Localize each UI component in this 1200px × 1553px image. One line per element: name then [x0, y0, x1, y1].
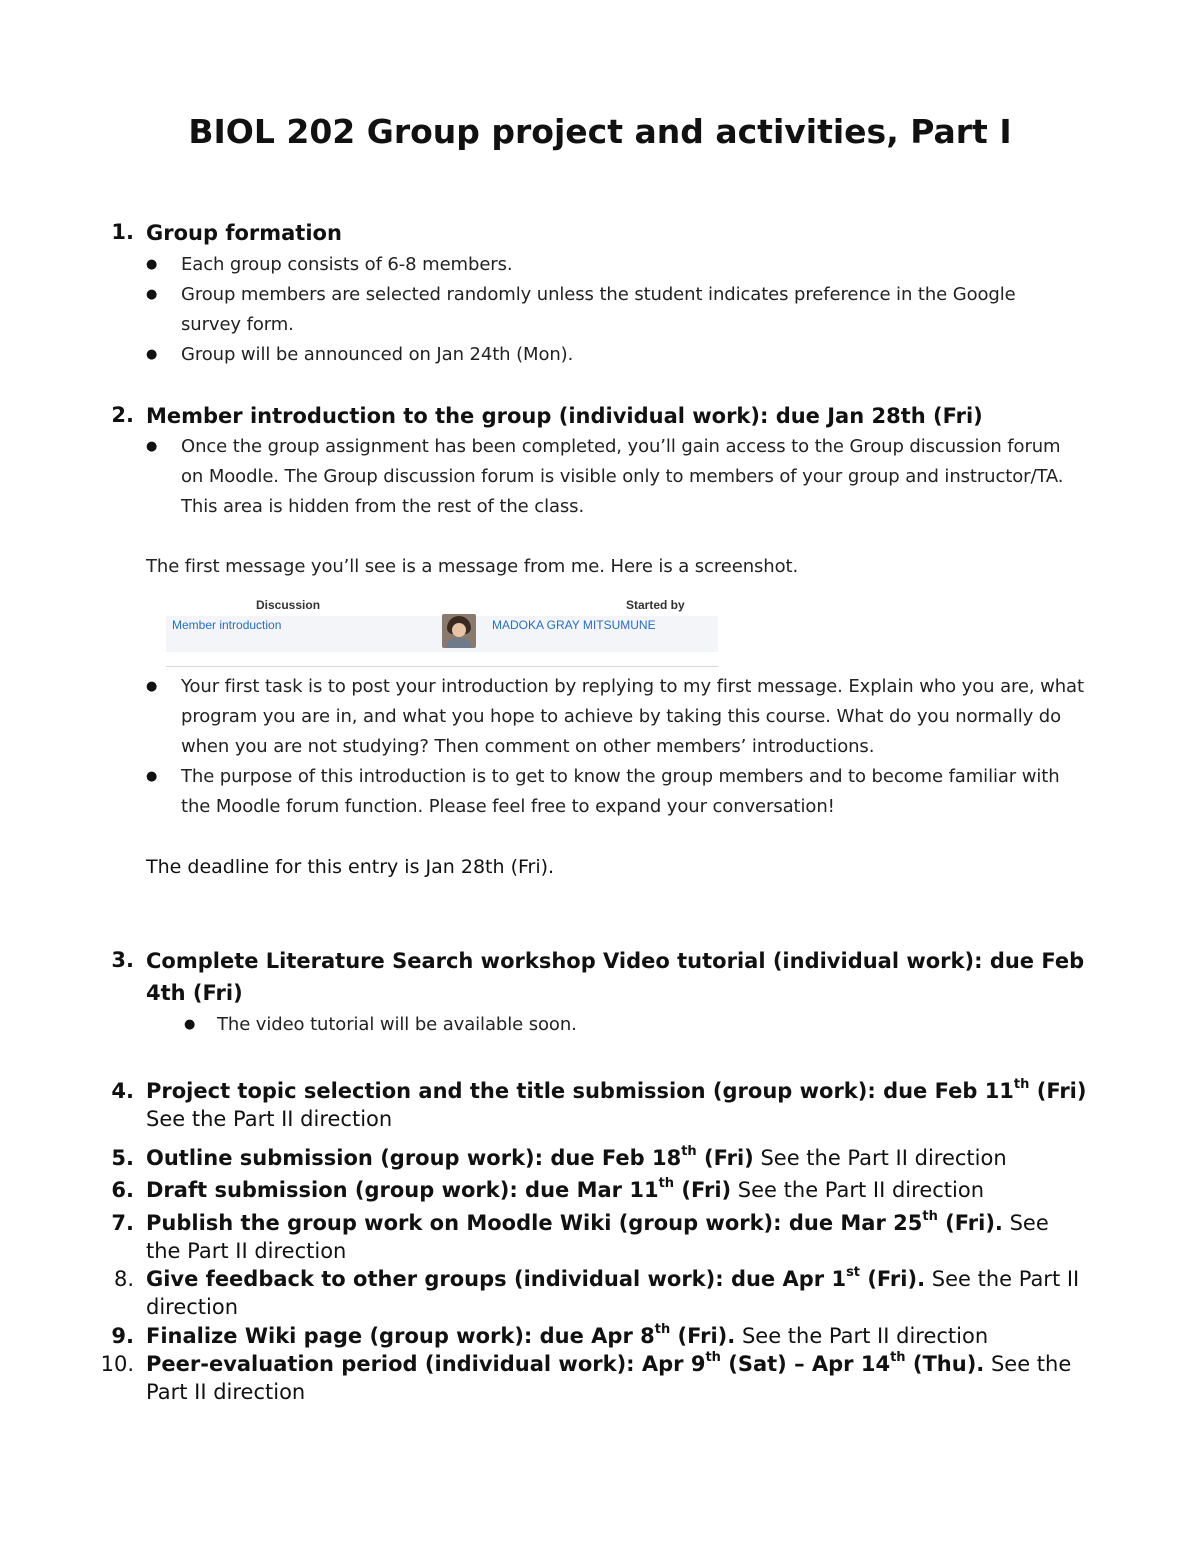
item-9-sup: th	[654, 1322, 671, 1337]
item-4-number: 4.	[111, 1079, 134, 1103]
item-10	[146, 1350, 1096, 1406]
item-4-sup: th	[1013, 1077, 1030, 1092]
section-1-bullet-2: Group members are selected randomly unless the student indicates preference in the Google survey form.	[181, 284, 1016, 335]
item-7-sup: th	[922, 1209, 938, 1224]
item-10-bold2: (Sat) – Apr 14	[720, 1352, 891, 1376]
item-6-bold: Draft submission (group work): due Mar 11	[146, 1178, 659, 1202]
section-3-heading: Complete Literature Search workshop Video tutorial (individual work): due Feb 4th (Fri)	[146, 949, 1085, 1005]
section-2-bullet-1: Once the group assignment has been completed, you’ll gain access to the Group discussion forum on Moodle. The Group discussion forum is visible only to members of your group and instructor/TA. This area is hidden from the rest of the class.	[181, 436, 1064, 517]
item-4-plain: See the Part II direction	[146, 1107, 393, 1131]
forum-screenshot	[166, 594, 718, 668]
item-10-sup: th	[705, 1350, 721, 1365]
section-2-bullet-2: Your first task is to post your introduction by replying to my first message. Explain who you are, what program you are in, and what you hope to achieve by taking this course. What do you normally do when you are not studying? Then comment on other members’ introductions.	[181, 676, 1084, 757]
section-3-bullet: The video tutorial will be available soon.	[217, 1014, 577, 1035]
section-1-bullet-1: Each group consists of 6-8 members.	[181, 254, 513, 275]
author-avatar	[442, 614, 476, 648]
started-by-column-header: Started by	[626, 598, 685, 612]
item-5-bold: Outline submission (group work): due Feb 18	[146, 1146, 682, 1170]
bullet-icon: ●	[184, 1017, 196, 1032]
item-4-bold2: (Fri)	[1029, 1079, 1087, 1103]
item-10-sup2: th	[890, 1350, 906, 1365]
section-1-bullet-3: Group will be announced on Jan 24th (Mon).	[181, 344, 574, 365]
item-4-bold: Project topic selection and the title submission (group work): due Feb 11	[146, 1079, 1014, 1103]
deadline-note: The deadline for this entry is Jan 28th (Fri).	[146, 856, 555, 878]
section-1-heading: Group formation	[146, 221, 342, 245]
bullet-icon: ●	[146, 257, 158, 272]
item-7	[146, 1209, 1066, 1265]
item-10-plain: See the Part II direction	[146, 1352, 1072, 1404]
bullet-icon: ●	[146, 347, 158, 362]
item-5-number: 5.	[111, 1146, 134, 1170]
item-10-number: 10.	[100, 1352, 134, 1376]
item-8-plain: See the Part II direction	[146, 1267, 1080, 1319]
item-7-number: 7.	[111, 1211, 134, 1235]
bullet-icon: ●	[146, 679, 158, 694]
item-7-plain: See the Part II direction	[146, 1211, 1049, 1263]
item-9-plain: See the Part II direction	[735, 1324, 989, 1348]
section-3-number: 3.	[111, 948, 134, 972]
item-8-bold2: (Fri).	[860, 1267, 926, 1291]
item-10-bold: Peer-evaluation period (individual work): Apr 9	[146, 1352, 706, 1376]
bullet-icon: ●	[146, 287, 158, 302]
discussion-column-header: Discussion	[256, 598, 321, 612]
bullet-icon: ●	[146, 439, 158, 454]
item-9-number: 9.	[111, 1324, 134, 1348]
item-6-sup: th	[658, 1176, 675, 1191]
item-8-number: 8.	[113, 1267, 134, 1291]
item-6-plain: See the Part II direction	[731, 1178, 985, 1202]
item-4	[146, 1077, 1106, 1133]
item-5-plain: See the Part II direction	[753, 1146, 1007, 1170]
divider	[166, 666, 718, 667]
item-7-bold2: (Fri).	[937, 1211, 1003, 1235]
first-message-text: The first message you’ll see is a message from me. Here is a screenshot.	[146, 556, 799, 577]
item-8-sup: st	[846, 1265, 861, 1280]
item-9	[146, 1322, 1106, 1350]
item-5-sup: th	[681, 1144, 697, 1159]
item-6-number: 6.	[111, 1178, 134, 1202]
section-2-heading: Member introduction to the group (individual work): due Jan 28th (Fri)	[146, 404, 983, 428]
item-6	[146, 1176, 1106, 1204]
author-name-link: MADOKA GRAY MITSUMUNE	[492, 618, 656, 632]
section-2-number: 2.	[111, 403, 134, 427]
section-1-number: 1.	[111, 220, 134, 244]
item-7-bold: Publish the group work on Moodle Wiki (group work): due Mar 25	[146, 1211, 923, 1235]
item-8	[146, 1265, 1096, 1321]
discussion-link: Member introduction	[172, 618, 282, 632]
section-2-bullet-3: The purpose of this introduction is to get to know the group members and to become familiar with the Moodle forum function. Please feel free to expand your conversation!	[181, 766, 1060, 817]
item-9-bold2: (Fri).	[670, 1324, 736, 1348]
page-title: BIOL 202 Group project and activities, Part I	[188, 112, 1012, 151]
item-8-bold: Give feedback to other groups (individual work): due Apr 1	[146, 1267, 847, 1291]
item-6-bold2: (Fri)	[674, 1178, 732, 1202]
item-10-bold3: (Thu).	[905, 1352, 985, 1376]
item-5-bold2: (Fri)	[696, 1146, 754, 1170]
bullet-icon: ●	[146, 769, 158, 784]
item-9-bold: Finalize Wiki page (group work): due Apr 8	[146, 1324, 655, 1348]
item-5	[146, 1144, 1106, 1172]
